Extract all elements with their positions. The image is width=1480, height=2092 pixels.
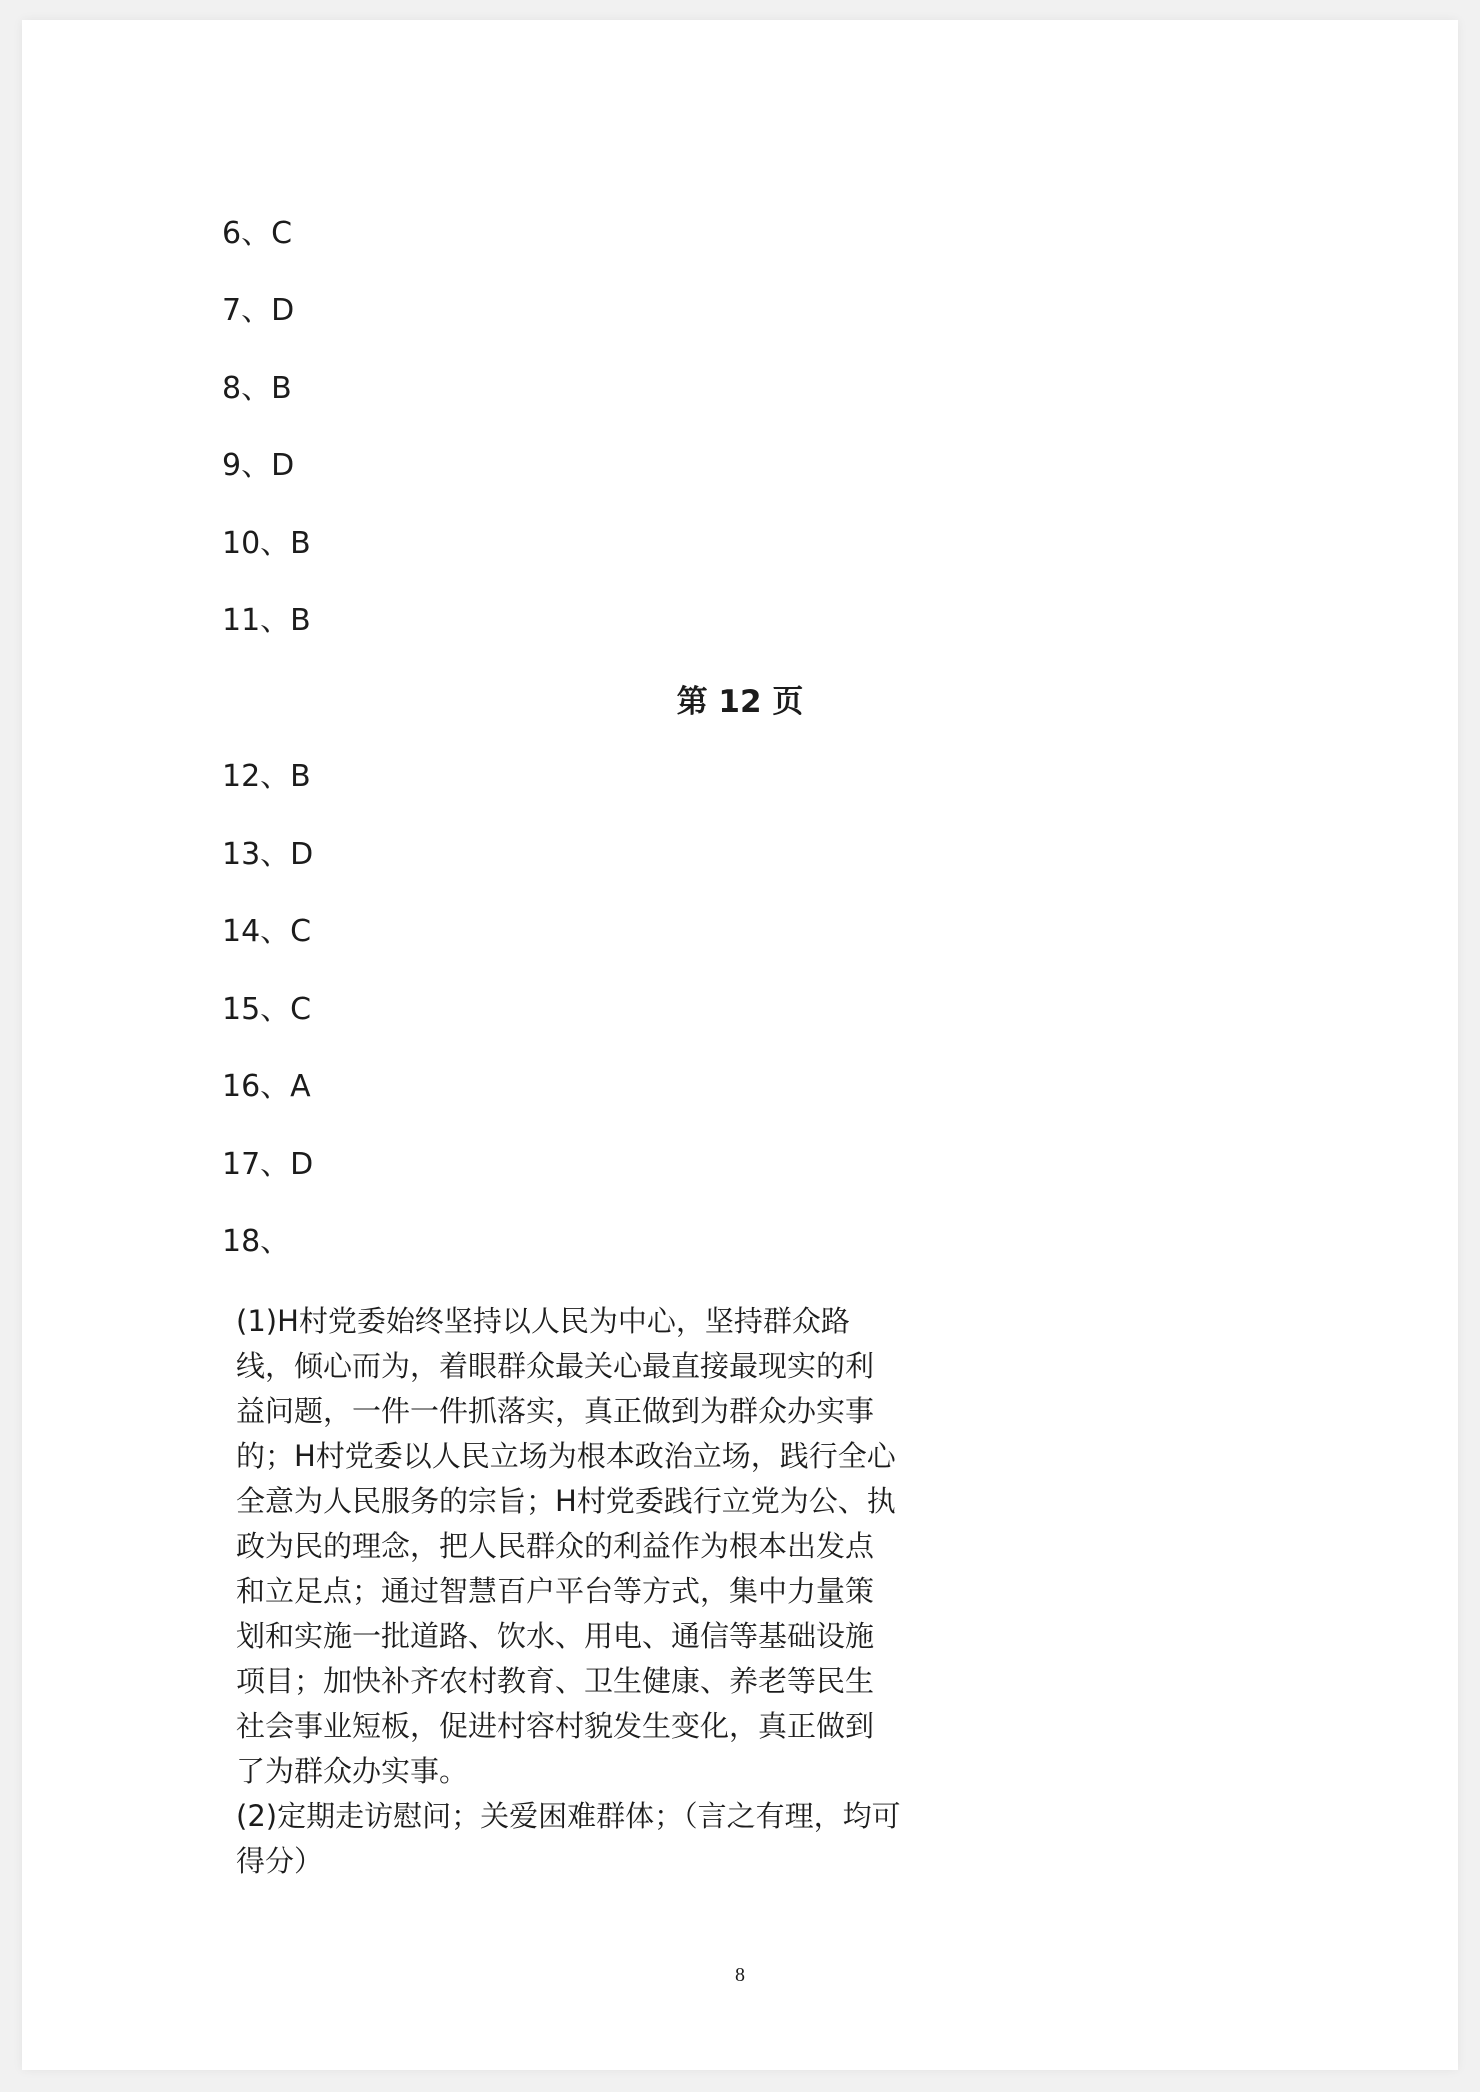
answer-9: 9、D <box>222 448 295 483</box>
answer-17: 17、D <box>222 1147 314 1182</box>
answer-16: 16、A <box>222 1069 311 1104</box>
explanation-line: (1)H村党委始终坚持以人民为中心，坚持群众路 <box>236 1304 850 1338</box>
document-page <box>22 20 1458 2070</box>
answer-12: 12、B <box>222 759 311 794</box>
q18-explanation <box>236 1299 926 1884</box>
answer-11: 11、B <box>222 603 311 638</box>
answer-18: 18、 <box>222 1224 291 1259</box>
explanation-line: 的；H村党委以人民立场为根本政治立场，践行全心 <box>236 1439 896 1473</box>
explanation-line: 社会事业短板，促进村容村貌发生变化，真正做到 <box>236 1709 875 1743</box>
answer-14: 14、C <box>222 914 312 949</box>
explanation-line: 益问题，一件一件抓落实，真正做到为群众办实事 <box>236 1394 875 1428</box>
explanation-line: 项目；加快补齐农村教育、卫生健康、养老等民生 <box>236 1664 875 1698</box>
answer-15: 15、C <box>222 992 312 1027</box>
answer-13: 13、D <box>222 837 314 872</box>
explanation-line: 线，倾心而为，着眼群众最关心最直接最现实的利 <box>236 1349 875 1383</box>
explanation-line: 和立足点；通过智慧百户平台等方式，集中力量策 <box>236 1574 875 1608</box>
explanation-line: 了为群众办实事。 <box>236 1754 469 1788</box>
page-number: 8 <box>735 1964 745 1986</box>
explanation-line: 得分） <box>236 1844 324 1878</box>
section-heading: 第 12 页 <box>676 684 804 720</box>
answer-6: 6、C <box>222 216 293 251</box>
answer-7: 7、D <box>222 293 295 328</box>
explanation-line: (2)定期走访慰问；关爱困难群体；（言之有理，均可 <box>236 1799 901 1833</box>
answer-8: 8、B <box>222 371 292 406</box>
answer-10: 10、B <box>222 526 311 561</box>
explanation-line: 全意为人民服务的宗旨；H村党委践行立党为公、执 <box>236 1484 896 1518</box>
explanation-line: 划和实施一批道路、饮水、用电、通信等基础设施 <box>236 1619 875 1653</box>
explanation-line: 政为民的理念，把人民群众的利益作为根本出发点 <box>236 1529 875 1563</box>
